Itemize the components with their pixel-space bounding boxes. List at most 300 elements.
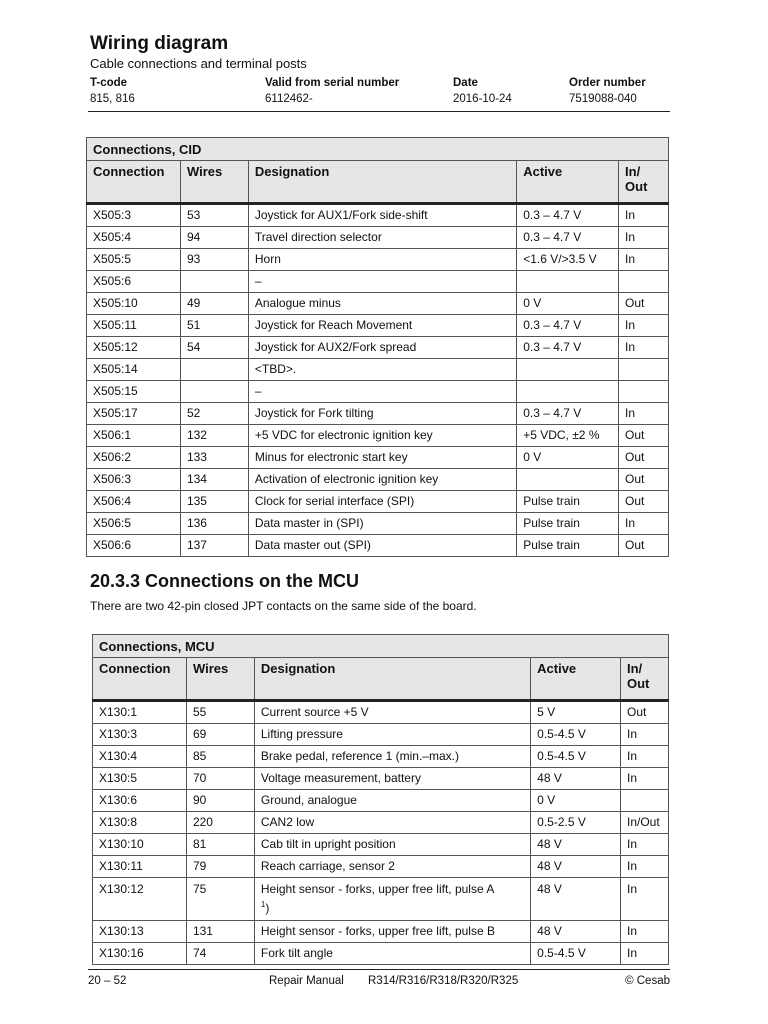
cell-text: <1.6 V/>3.5 V bbox=[523, 252, 597, 266]
table-cell bbox=[254, 790, 530, 812]
cell-text: +5 VDC, ±2 % bbox=[523, 428, 600, 442]
table-cell bbox=[248, 271, 516, 293]
cell-text: 136 bbox=[186, 516, 207, 530]
table-caption: Connections, CID bbox=[87, 138, 669, 161]
table-cell bbox=[517, 271, 619, 293]
table-cell bbox=[248, 315, 516, 337]
table-cell bbox=[620, 943, 668, 965]
table-row bbox=[93, 834, 669, 856]
cell-text: – bbox=[254, 274, 262, 288]
cell-text: 131 bbox=[192, 924, 213, 938]
table-cell bbox=[87, 447, 181, 469]
table-cell bbox=[619, 381, 669, 403]
table-cell bbox=[186, 878, 254, 921]
cell-text: 48 V bbox=[537, 859, 562, 873]
column-header: Designation bbox=[248, 161, 516, 204]
table-row bbox=[87, 204, 669, 227]
cell-text: 48 V bbox=[537, 924, 562, 938]
table-cell bbox=[180, 204, 248, 227]
cell-text: Lifting pressure bbox=[260, 727, 343, 741]
table-cell bbox=[93, 856, 187, 878]
meta-date-label: Date bbox=[453, 77, 478, 89]
cell-text: 132 bbox=[186, 428, 207, 442]
column-header: Wires bbox=[186, 658, 254, 701]
cell-text: X506:5 bbox=[93, 516, 132, 530]
table-cell bbox=[531, 943, 621, 965]
cell-text: X130:8 bbox=[99, 815, 138, 829]
cell-text: X505:15 bbox=[93, 384, 138, 398]
cell-text: X506:1 bbox=[93, 428, 132, 442]
table-header-row bbox=[87, 161, 669, 204]
table-row bbox=[87, 271, 669, 293]
cell-text: 0.5-4.5 V bbox=[537, 727, 586, 741]
table-cell bbox=[186, 812, 254, 834]
cell-text: 49 bbox=[186, 296, 201, 310]
cell-text: X130:16 bbox=[99, 946, 144, 960]
table-cell bbox=[180, 249, 248, 271]
meta-serial-label: Valid from serial number bbox=[265, 77, 400, 89]
table-cell bbox=[87, 227, 181, 249]
table-cell bbox=[87, 249, 181, 271]
table-cell bbox=[254, 943, 530, 965]
cell-text: X130:4 bbox=[99, 749, 138, 763]
cell-text: Joystick for AUX2/Fork spread bbox=[254, 340, 417, 354]
table-cell bbox=[620, 812, 668, 834]
cell-text: 0.5-4.5 V bbox=[537, 749, 586, 763]
table-cell bbox=[248, 469, 516, 491]
table-cell bbox=[180, 425, 248, 447]
cell-text: Data master out (SPI) bbox=[254, 538, 371, 552]
cell-text: <TBD>. bbox=[254, 362, 297, 376]
column-header: Active bbox=[517, 161, 619, 204]
table-cell bbox=[180, 403, 248, 425]
table-cell bbox=[254, 768, 530, 790]
cell-text: X505:4 bbox=[93, 230, 132, 244]
cell-text: Horn bbox=[254, 252, 281, 266]
table-cell bbox=[254, 724, 530, 746]
table-cell bbox=[531, 834, 621, 856]
cell-text: Voltage measurement, battery bbox=[260, 771, 421, 785]
table-row bbox=[93, 724, 669, 746]
cell-text: X505:11 bbox=[93, 318, 137, 332]
cell-text: 70 bbox=[192, 771, 207, 785]
cell-text: In bbox=[625, 208, 636, 222]
column-header: Active bbox=[531, 658, 621, 701]
copyright: © Cesab bbox=[625, 975, 670, 987]
table-cell bbox=[186, 790, 254, 812]
cell-text: 0.3 – 4.7 V bbox=[523, 340, 582, 354]
cell-text: 0 V bbox=[523, 296, 542, 310]
cell-text: Out bbox=[625, 428, 645, 442]
cell-text: CAN2 low bbox=[260, 815, 315, 829]
cell-text: X130:5 bbox=[99, 771, 138, 785]
cell-text: In bbox=[626, 771, 637, 785]
table-cell bbox=[254, 878, 530, 921]
cell-text: 134 bbox=[186, 472, 207, 486]
table-cell bbox=[619, 491, 669, 513]
cell-text: Joystick for Reach Movement bbox=[254, 318, 413, 332]
cell-text: X505:5 bbox=[93, 252, 132, 266]
cell-text: X506:2 bbox=[93, 450, 132, 464]
cell-text: 0 V bbox=[523, 450, 542, 464]
table-header-row bbox=[93, 658, 669, 701]
table-cell bbox=[180, 513, 248, 535]
table-cell bbox=[517, 315, 619, 337]
cell-text: – bbox=[254, 384, 262, 398]
cell-text: Clock for serial interface (SPI) bbox=[254, 494, 415, 508]
table-cell bbox=[87, 535, 181, 557]
cell-text: In bbox=[626, 882, 637, 896]
table-cell bbox=[620, 701, 668, 724]
table-cell bbox=[248, 425, 516, 447]
meta-order-value: 7519088-040 bbox=[569, 93, 637, 105]
table-row bbox=[87, 381, 669, 403]
table-cell bbox=[517, 381, 619, 403]
table-cell bbox=[620, 921, 668, 943]
meta-order-label: Order number bbox=[569, 77, 646, 89]
table-cell bbox=[531, 701, 621, 724]
table-cell bbox=[87, 469, 181, 491]
table-row bbox=[87, 447, 669, 469]
cell-text: Out bbox=[625, 494, 645, 508]
table-cell bbox=[517, 425, 619, 447]
table-cell bbox=[531, 768, 621, 790]
section-heading: 20.3.3 Connections on the MCU bbox=[90, 571, 360, 591]
table-cell bbox=[531, 878, 621, 921]
cell-text: In bbox=[626, 727, 637, 741]
table-cell bbox=[517, 293, 619, 315]
table-cell bbox=[93, 724, 187, 746]
cell-text: X130:1 bbox=[99, 705, 138, 719]
table-cell bbox=[531, 724, 621, 746]
manual-models: R314/R316/R318/R320/R325 bbox=[368, 975, 519, 987]
table-cell bbox=[619, 271, 669, 293]
table-cell bbox=[254, 921, 530, 943]
table-cell bbox=[517, 337, 619, 359]
table-cell bbox=[180, 227, 248, 249]
table-row bbox=[87, 491, 669, 513]
cell-text: Travel direction selector bbox=[254, 230, 382, 244]
cell-text: In bbox=[626, 837, 637, 851]
cell-text: Out bbox=[625, 296, 645, 310]
column-header: Designation bbox=[254, 658, 530, 701]
table-row bbox=[87, 403, 669, 425]
table-cell bbox=[180, 293, 248, 315]
section-intro: There are two 42-pin closed JPT contacts on the same side of the board. bbox=[90, 599, 477, 613]
table-cell bbox=[517, 403, 619, 425]
document-title: Wiring diagram bbox=[90, 33, 229, 54]
meta-serial-value: 6112462- bbox=[265, 93, 313, 105]
table-cell bbox=[531, 812, 621, 834]
cell-text: Out bbox=[626, 705, 647, 719]
cell-text: X506:3 bbox=[93, 472, 132, 486]
cell-text: 69 bbox=[192, 727, 207, 741]
meta-tcode-label: T-code bbox=[90, 77, 128, 89]
table-cell bbox=[254, 746, 530, 768]
cell-text: X505:3 bbox=[93, 208, 132, 222]
table-cell bbox=[620, 746, 668, 768]
cell-text: Reach carriage, sensor 2 bbox=[260, 859, 395, 873]
document-meta bbox=[88, 75, 670, 112]
table-body bbox=[93, 701, 669, 965]
cell-text: X130:6 bbox=[99, 793, 138, 807]
table-cell bbox=[87, 204, 181, 227]
cell-text: X506:4 bbox=[93, 494, 132, 508]
table-cell bbox=[93, 701, 187, 724]
cell-text: Fork tilt angle bbox=[260, 946, 333, 960]
cell-text: In/Out bbox=[626, 815, 660, 829]
page-footer bbox=[88, 969, 670, 990]
table-cell bbox=[619, 535, 669, 557]
cell-text: In bbox=[626, 749, 637, 763]
meta-date-value: 2016-10-24 bbox=[453, 93, 512, 105]
cell-text: 74 bbox=[192, 946, 207, 960]
table-row bbox=[87, 469, 669, 491]
table-cell bbox=[254, 834, 530, 856]
cell-text: 0.3 – 4.7 V bbox=[523, 208, 582, 222]
table-cell bbox=[620, 856, 668, 878]
table-cell bbox=[248, 491, 516, 513]
table-row bbox=[93, 921, 669, 943]
table-cell bbox=[619, 204, 669, 227]
cell-text: X506:6 bbox=[93, 538, 132, 552]
table-row bbox=[87, 359, 669, 381]
cell-text: In bbox=[625, 318, 636, 332]
meta-serial bbox=[265, 75, 399, 107]
table-cell bbox=[186, 856, 254, 878]
cell-text: 90 bbox=[192, 793, 207, 807]
table-cell bbox=[248, 249, 516, 271]
cell-text: 53 bbox=[186, 208, 201, 222]
cell-text: 0.3 – 4.7 V bbox=[523, 318, 582, 332]
table-cell bbox=[93, 746, 187, 768]
cell-text: In bbox=[626, 859, 637, 873]
table-cell bbox=[620, 768, 668, 790]
cell-text: 220 bbox=[192, 815, 213, 829]
table-row bbox=[87, 293, 669, 315]
table-row bbox=[93, 943, 669, 965]
table-cell bbox=[517, 204, 619, 227]
table-row bbox=[87, 337, 669, 359]
manual-title: Repair Manual bbox=[269, 975, 344, 987]
cell-text: Pulse train bbox=[523, 538, 580, 552]
table-cell bbox=[517, 491, 619, 513]
table-row bbox=[93, 768, 669, 790]
document-subtitle: Cable connections and terminal posts bbox=[90, 56, 307, 71]
table-cell bbox=[248, 204, 516, 227]
table-body bbox=[87, 204, 669, 557]
table-cell bbox=[620, 790, 668, 812]
table-cell bbox=[619, 469, 669, 491]
table-cell bbox=[186, 834, 254, 856]
cell-text: 93 bbox=[186, 252, 201, 266]
table-row bbox=[87, 249, 669, 271]
cell-text: 48 V bbox=[537, 882, 562, 896]
table-cell bbox=[517, 469, 619, 491]
table-cell bbox=[254, 701, 530, 724]
cell-text: Minus for electronic start key bbox=[254, 450, 408, 464]
cell-text: Out bbox=[625, 538, 645, 552]
table-cell bbox=[620, 724, 668, 746]
table-row bbox=[93, 856, 669, 878]
table-cell bbox=[517, 513, 619, 535]
table-cell bbox=[619, 403, 669, 425]
table-cell bbox=[619, 227, 669, 249]
cell-text: 79 bbox=[192, 859, 207, 873]
cell-text: Out bbox=[625, 450, 645, 464]
table-cell bbox=[248, 535, 516, 557]
cell-text: 85 bbox=[192, 749, 207, 763]
connections-mcu-table bbox=[92, 634, 669, 965]
table-cell bbox=[180, 315, 248, 337]
cell-text: X505:12 bbox=[93, 340, 138, 354]
cell-text: Brake pedal, reference 1 (min.–max.) bbox=[260, 749, 459, 763]
table-cell bbox=[531, 790, 621, 812]
cell-text: 0.5-2.5 V bbox=[537, 815, 586, 829]
cell-text: Joystick for Fork tilting bbox=[254, 406, 374, 420]
footnote-paren: ) bbox=[265, 901, 270, 915]
table-cell bbox=[87, 359, 181, 381]
table-cell bbox=[93, 812, 187, 834]
table-cell bbox=[619, 337, 669, 359]
cell-text: 55 bbox=[192, 705, 207, 719]
table-cell bbox=[619, 447, 669, 469]
table-cell bbox=[87, 513, 181, 535]
table-row bbox=[93, 746, 669, 768]
cell-text: Cab tilt in upright position bbox=[260, 837, 396, 851]
table-cell bbox=[517, 535, 619, 557]
table-cell bbox=[619, 293, 669, 315]
cell-text: 137 bbox=[186, 538, 207, 552]
table-cell bbox=[93, 834, 187, 856]
table-cell bbox=[517, 227, 619, 249]
table-cell bbox=[248, 293, 516, 315]
cell-text: 54 bbox=[186, 340, 201, 354]
cell-text: X505:10 bbox=[93, 296, 138, 310]
table-cell bbox=[180, 381, 248, 403]
cell-text: Height sensor - forks, upper free lift, pulse B bbox=[260, 924, 495, 938]
table-cell bbox=[87, 403, 181, 425]
table-cell bbox=[620, 834, 668, 856]
table-cell bbox=[531, 746, 621, 768]
table-row bbox=[93, 701, 669, 724]
table-row bbox=[87, 315, 669, 337]
cell-text: X130:12 bbox=[99, 882, 144, 896]
table-cell bbox=[619, 359, 669, 381]
cell-text: In bbox=[626, 924, 637, 938]
table-cell bbox=[87, 293, 181, 315]
column-header: Connection bbox=[87, 161, 181, 204]
table-cell bbox=[180, 271, 248, 293]
cell-text: 0.3 – 4.7 V bbox=[523, 406, 582, 420]
table-cell bbox=[87, 491, 181, 513]
table-cell bbox=[619, 425, 669, 447]
table-cell bbox=[180, 469, 248, 491]
table-cell bbox=[93, 943, 187, 965]
table-cell bbox=[254, 812, 530, 834]
table-cell bbox=[87, 315, 181, 337]
cell-text: In bbox=[625, 340, 636, 354]
table-cell bbox=[517, 447, 619, 469]
footnote-marker: 1 bbox=[260, 900, 266, 909]
table-cell bbox=[248, 359, 516, 381]
cell-text: Data master in (SPI) bbox=[254, 516, 364, 530]
column-header: Connection bbox=[93, 658, 187, 701]
cell-text: 0 V bbox=[537, 793, 556, 807]
table-cell bbox=[186, 701, 254, 724]
table-cell bbox=[619, 249, 669, 271]
table-cell bbox=[619, 315, 669, 337]
connections-cid-table bbox=[86, 137, 669, 557]
table-cell bbox=[186, 746, 254, 768]
table-cell bbox=[620, 878, 668, 921]
cell-text: Out bbox=[625, 472, 645, 486]
table-cell bbox=[517, 249, 619, 271]
cell-text: X130:3 bbox=[99, 727, 138, 741]
table-cell bbox=[93, 878, 187, 921]
table-cell bbox=[93, 921, 187, 943]
cell-text: In bbox=[625, 516, 636, 530]
table-cell bbox=[180, 447, 248, 469]
cell-text: 51 bbox=[186, 318, 201, 332]
table-cell bbox=[254, 856, 530, 878]
table-cell bbox=[248, 447, 516, 469]
cell-text: 48 V bbox=[537, 837, 562, 851]
cell-text: Current source +5 V bbox=[260, 705, 369, 719]
table-cell bbox=[87, 425, 181, 447]
table-cell bbox=[248, 513, 516, 535]
cell-text: 81 bbox=[192, 837, 207, 851]
meta-order bbox=[569, 75, 646, 107]
cell-text: Joystick for AUX1/Fork side-shift bbox=[254, 208, 428, 222]
table-cell bbox=[619, 513, 669, 535]
table-row bbox=[93, 878, 669, 921]
table-cell bbox=[531, 856, 621, 878]
cell-text: Ground, analogue bbox=[260, 793, 357, 807]
column-header: In/ Out bbox=[619, 161, 669, 204]
table-cell bbox=[180, 359, 248, 381]
table-cell bbox=[248, 337, 516, 359]
table-cell bbox=[186, 921, 254, 943]
cell-text: In bbox=[625, 230, 636, 244]
table-cell bbox=[531, 921, 621, 943]
cell-text: 52 bbox=[186, 406, 201, 420]
table-cell bbox=[180, 337, 248, 359]
cell-text: X130:11 bbox=[99, 859, 143, 873]
table-cell bbox=[248, 403, 516, 425]
cell-text: X505:6 bbox=[93, 274, 132, 288]
cell-text: In bbox=[625, 406, 636, 420]
table-row bbox=[87, 535, 669, 557]
cell-text: 94 bbox=[186, 230, 201, 244]
meta-tcode-value: 815, 816 bbox=[90, 93, 135, 105]
cell-text: +5 VDC for electronic ignition key bbox=[254, 428, 433, 442]
table-cell bbox=[186, 724, 254, 746]
table-cell bbox=[87, 381, 181, 403]
cell-text: 0.5-4.5 V bbox=[537, 946, 586, 960]
cell-text: 133 bbox=[186, 450, 207, 464]
cell-text: X505:17 bbox=[93, 406, 138, 420]
cell-text: 5 V bbox=[537, 705, 556, 719]
table-caption: Connections, MCU bbox=[93, 635, 669, 658]
table-row bbox=[93, 812, 669, 834]
table-cell bbox=[93, 790, 187, 812]
cell-text: 0.3 – 4.7 V bbox=[523, 230, 582, 244]
cell-text: X505:14 bbox=[93, 362, 138, 376]
table-row bbox=[87, 425, 669, 447]
table-row bbox=[87, 513, 669, 535]
cell-text: Pulse train bbox=[523, 494, 580, 508]
